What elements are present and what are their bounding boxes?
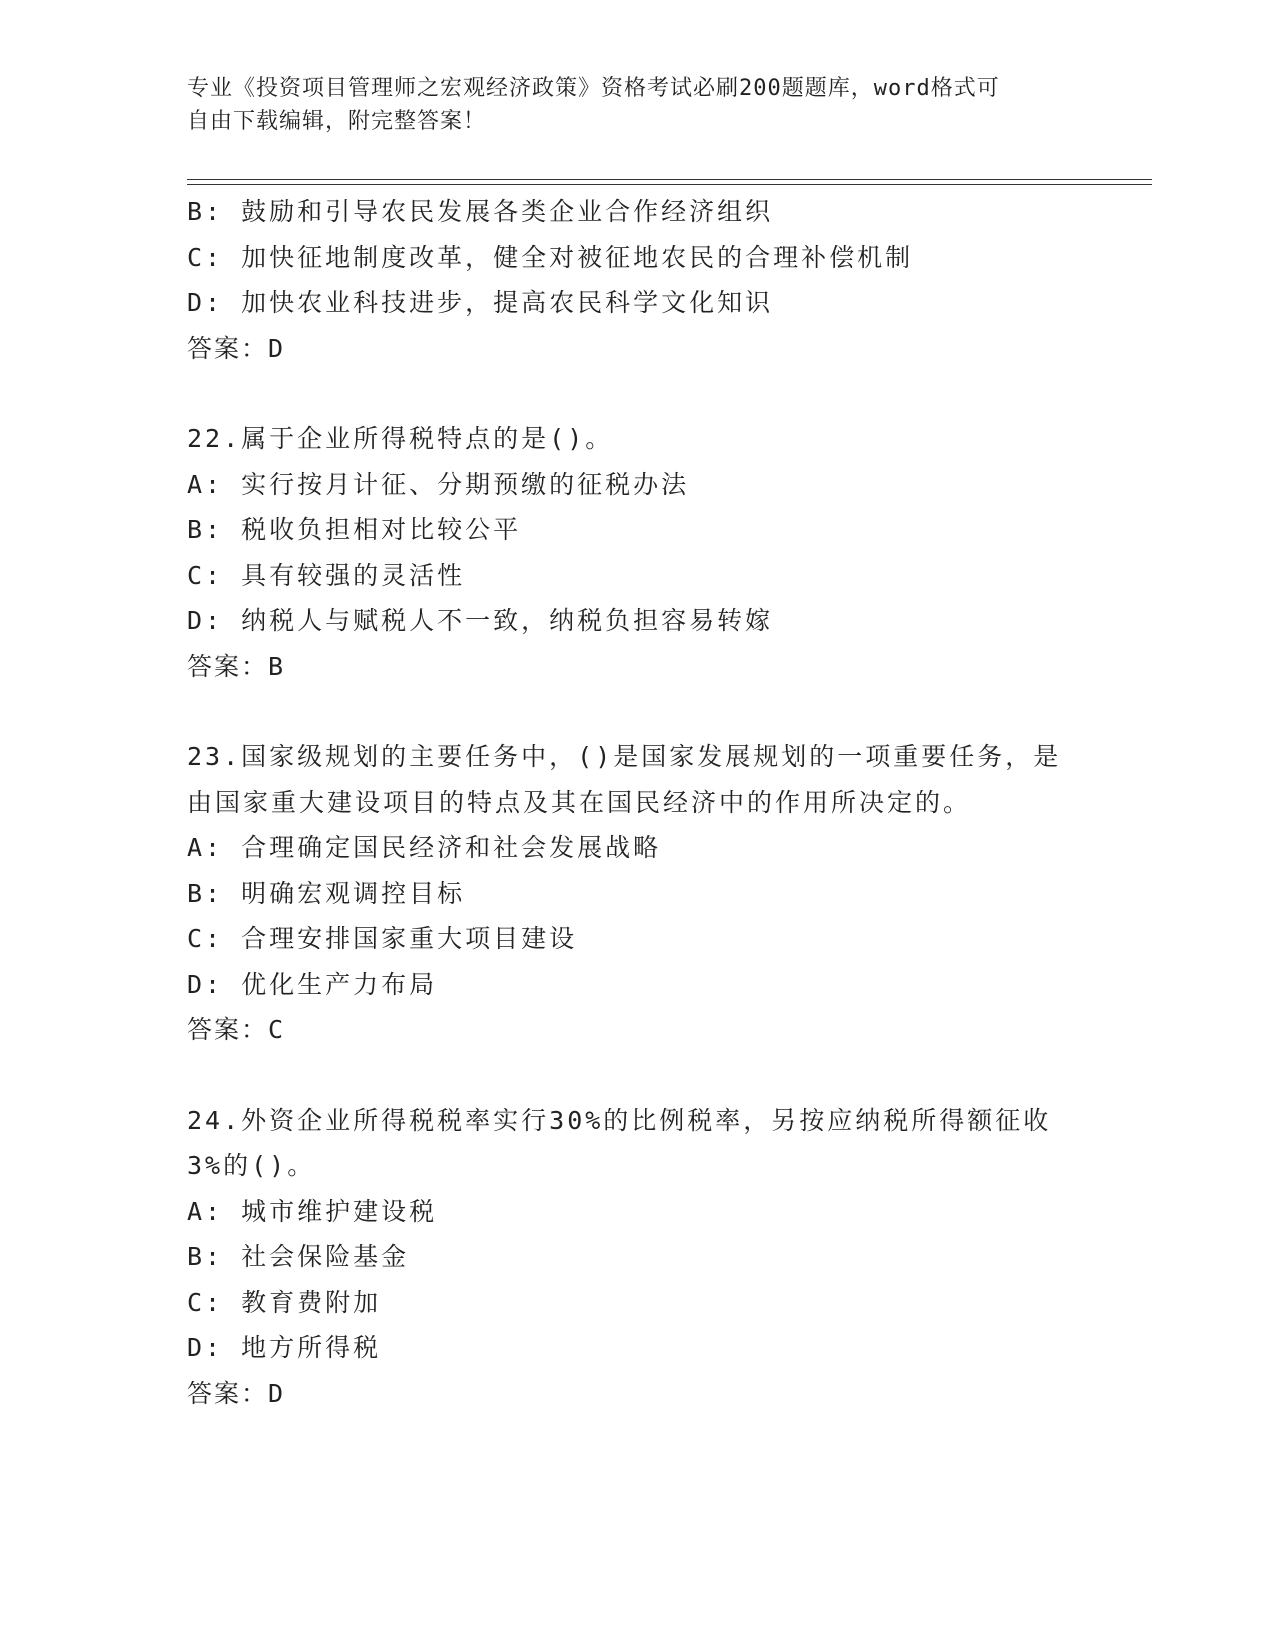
answer: 答案：C xyxy=(187,1015,286,1044)
option-a: A: 合理确定国民经济和社会发展战略 xyxy=(187,833,662,862)
option-d: D: 纳税人与赋税人不一致，纳税负担容易转嫁 xyxy=(187,606,774,635)
option-d: D: 加快农业科技进步，提高农民科学文化知识 xyxy=(187,288,774,317)
question-22 xyxy=(187,416,1087,689)
header-title-line-2: 自由下载编辑，附完整答案！ xyxy=(187,109,487,134)
option-c: C: 加快征地制度改革，健全对被征地农民的合理补偿机制 xyxy=(187,242,914,272)
option-c: C: 教育费附加 xyxy=(187,1287,382,1317)
option-b: B: 明确宏观调控目标 xyxy=(187,878,466,908)
option-b: B: 社会保险基金 xyxy=(187,1242,410,1271)
header-divider-top xyxy=(187,179,1152,180)
option-c: C: 合理安排国家重大项目建设 xyxy=(187,924,578,953)
question-stem-line-2: 由国家重大建设项目的特点及其在国民经济中的作用所决定的。 xyxy=(187,787,972,817)
question-21-continued xyxy=(187,189,1087,371)
option-b: B: 鼓励和引导农民发展各类企业合作经济组织 xyxy=(187,197,774,226)
option-d: D: 地方所得税 xyxy=(187,1333,382,1362)
spacer xyxy=(187,371,1087,416)
question-24 xyxy=(187,1098,1087,1417)
option-d: D: 优化生产力布局 xyxy=(187,969,438,999)
header-divider-bottom xyxy=(187,184,1152,185)
spacer xyxy=(187,1053,1087,1098)
option-a: A: 城市维护建设税 xyxy=(187,1196,438,1226)
document-header xyxy=(187,72,1077,138)
answer: 答案：D xyxy=(187,1378,286,1408)
option-a: A: 实行按月计征、分期预缴的征税办法 xyxy=(187,469,690,499)
question-stem-line-2: 3%的()。 xyxy=(187,1151,316,1180)
question-stem-line-1: 23.国家级规划的主要任务中，()是国家发展规划的一项重要任务，是 xyxy=(187,742,1062,771)
option-c: C: 具有较强的灵活性 xyxy=(187,560,466,590)
spacer xyxy=(187,689,1087,734)
answer: 答案：D xyxy=(187,333,286,363)
question-stem-line-1: 24.外资企业所得税税率实行30%的比例税率，另按应纳税所得额征收 xyxy=(187,1105,1052,1135)
option-b: B: 税收负担相对比较公平 xyxy=(187,515,522,544)
question-stem: 22.属于企业所得税特点的是()。 xyxy=(187,424,614,453)
answer: 答案：B xyxy=(187,651,286,681)
header-title-line-1: 专业《投资项目管理师之宏观经济政策》资格考试必刷200题题库，word格式可 xyxy=(187,76,1000,101)
question-content xyxy=(187,189,1087,1416)
question-23 xyxy=(187,734,1087,1053)
